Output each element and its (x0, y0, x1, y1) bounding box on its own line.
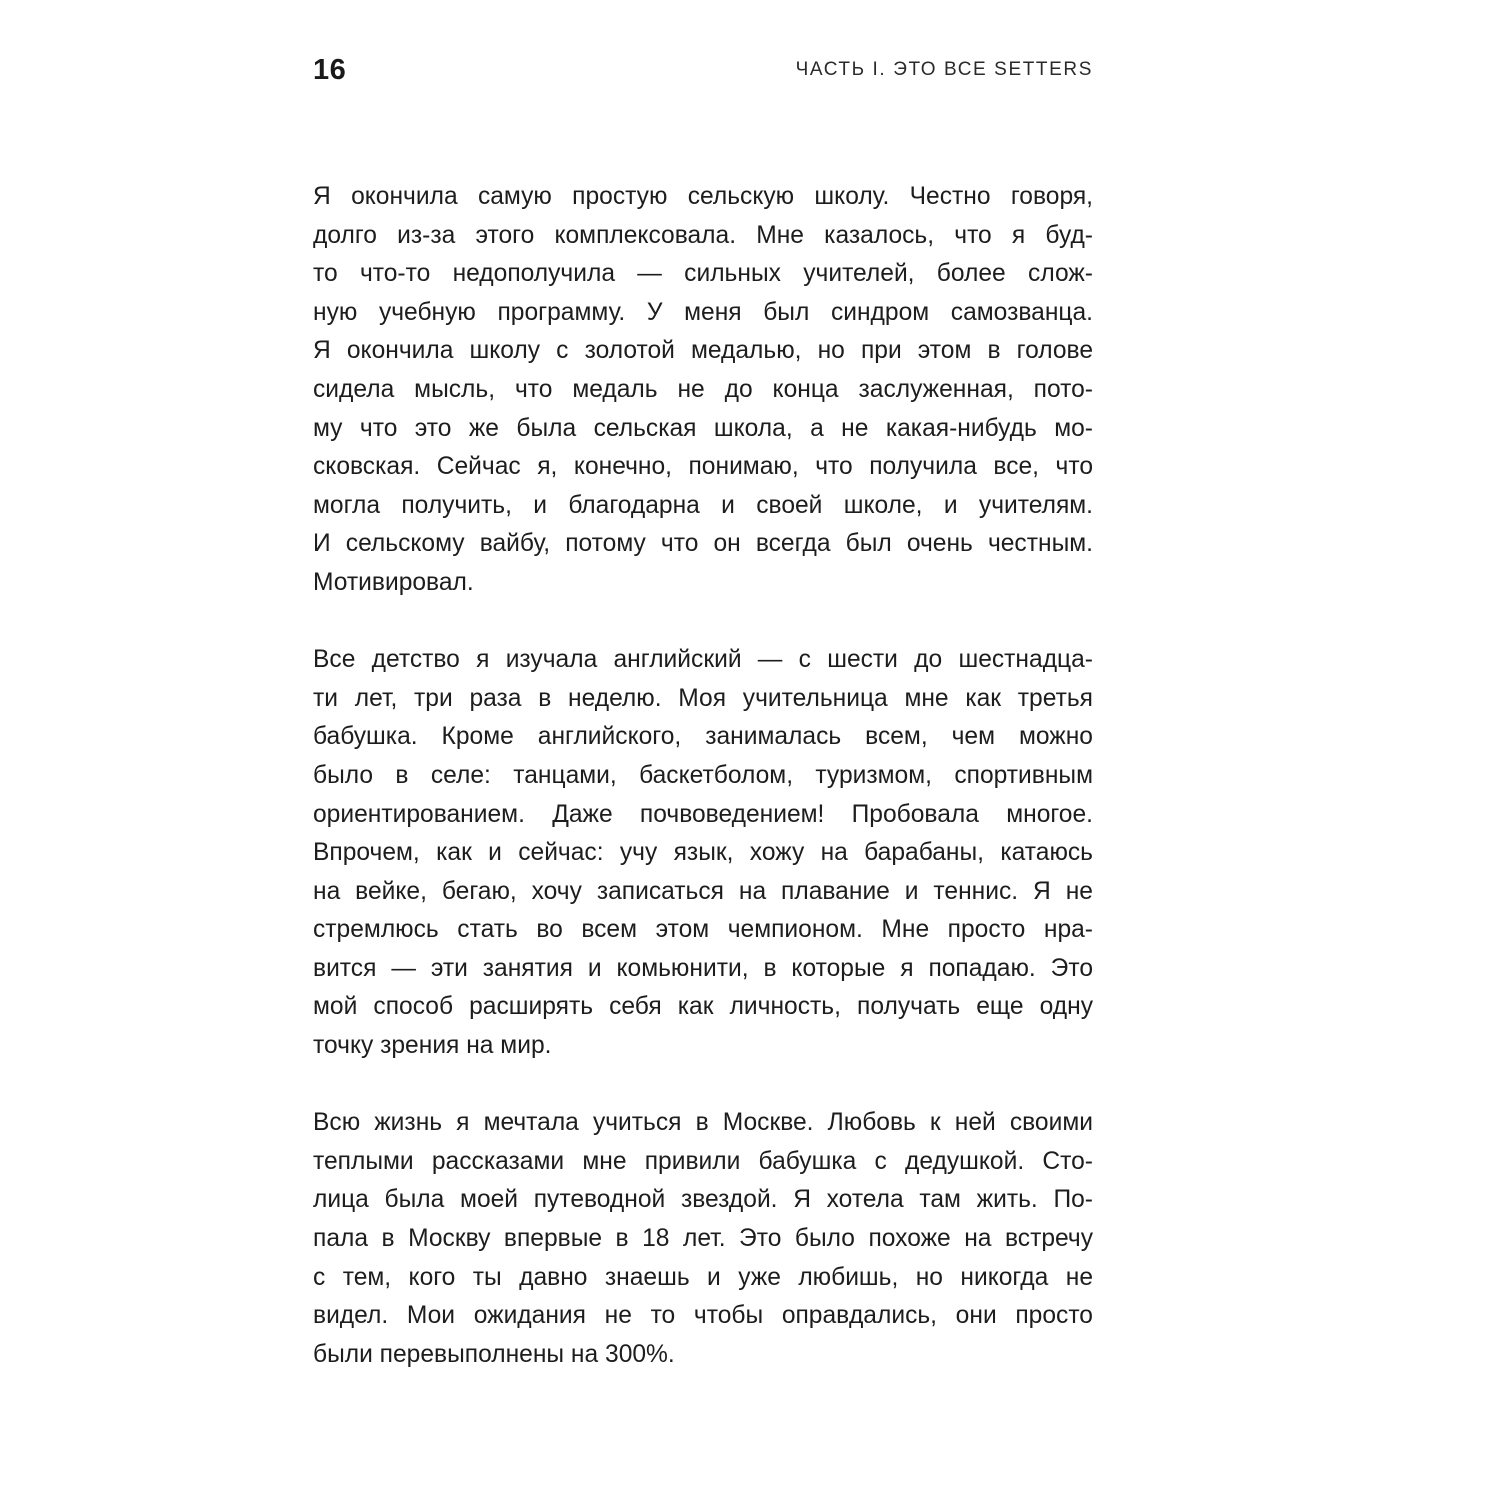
text-line: Мотивировал. (313, 568, 474, 596)
text-line: ную учебную программу. У меня был синдром самозванца. (313, 298, 1093, 326)
text-line: Я окончила самую простую сельскую школу. Честно говоря, (313, 183, 1093, 210)
text-line: могла получить, и благодарна и своей школе, и учителям. (313, 491, 1093, 519)
text-line: на вейке, бегаю, хочу записаться на плавание и теннис. Я не (313, 877, 1093, 905)
text-line: бабушка. Кроме английского, занималась всем, чем можно (313, 723, 1093, 751)
text-line: му что это же была сельская школа, а не какая-нибудь мо- (313, 414, 1093, 442)
text-line: сидела мысль, что медаль не до конца заслуженная, пото- (313, 375, 1093, 403)
text-line: Все детство я изучала английский — с шести до шестнадца- (313, 646, 1093, 674)
text-line: лица была моей путеводной звездой. Я хотела там жить. По- (313, 1186, 1093, 1214)
text-line: долго из-за этого комплексовала. Мне казалось, что я буд- (313, 221, 1093, 249)
text-line: были перевыполнены на 300%. (313, 1340, 675, 1368)
section-title: ЧАСТЬ I. ЭТО ВСЕ SETTERS (795, 59, 1093, 80)
text-line: видел. Мои ожидания не то чтобы оправдались, они просто (313, 1302, 1093, 1330)
text-line: вится — эти занятия и комьюнити, в которые я попадаю. Это (313, 954, 1093, 982)
paragraph-gap (313, 1066, 1093, 1105)
text-line: с тем, кого ты давно знаешь и уже любишь, но никогда не (313, 1263, 1093, 1291)
text-line: ориентированием. Даже почвоведением! Пробовала многое. (313, 800, 1093, 828)
running-header (313, 50, 1093, 90)
text-line: ти лет, три раза в неделю. Моя учительница мне как третья (313, 684, 1093, 712)
body-text (313, 178, 1093, 1374)
paragraph-1 (313, 178, 1093, 603)
text-line: то что-то недополучила — сильных учителей, более слож- (313, 260, 1093, 288)
page-number: 16 (313, 53, 347, 86)
text-line: сковская. Сейчас я, конечно, понимаю, что получила все, что (313, 453, 1093, 481)
text-line: И сельскому вайбу, потому что он всегда был очень честным. (313, 530, 1093, 558)
text-line: было в селе: танцами, баскетболом, туризмом, спортивным (313, 761, 1093, 789)
text-line: стремлюсь стать во всем этом чемпионом. Мне просто нра- (313, 916, 1093, 944)
paragraph-2 (313, 641, 1093, 1066)
text-line: пала в Москву впервые в 18 лет. Это было похоже на встречу (313, 1225, 1093, 1253)
text-line: Впрочем, как и сейчас: учу язык, хожу на барабаны, катаюсь (313, 839, 1093, 867)
text-line: точку зрения на мир. (313, 1032, 552, 1060)
text-line: Я окончила школу с золотой медалью, но при этом в голове (313, 337, 1093, 365)
paragraph-3 (313, 1104, 1093, 1374)
text-line: мой способ расширять себя как личность, получать еще одну (313, 993, 1093, 1021)
text-line: Всю жизнь я мечтала учиться в Москве. Любовь к ней своими (313, 1109, 1093, 1137)
text-line: теплыми рассказами мне привили бабушка с дедушкой. Сто- (313, 1147, 1093, 1175)
paragraph-gap (313, 603, 1093, 642)
